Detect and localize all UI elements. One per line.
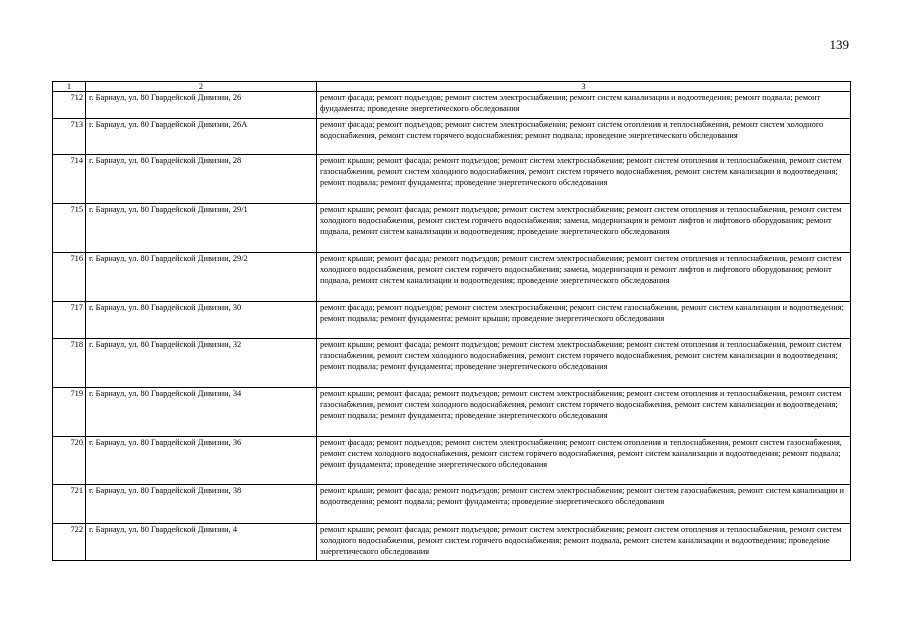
works-cell: ремонт фасада; ремонт подъездов; ремонт систем электроснабжения; ремонт систем газоснабжения, ремонт систем канализации и водоотведения; ремонт подвала; ремонт фундамента; ремонт крыши; проведение энергетического обследования bbox=[317, 302, 851, 339]
table-row bbox=[53, 437, 851, 485]
works-cell: ремонт фасада; ремонт подъездов; ремонт систем электроснабжения; ремонт систем отопления и теплоснабжения, ремонт систем холодного водоснабжения, ремонт систем горячего водоснабжения; ремонт подвала; проведение энергетического обследования bbox=[317, 119, 851, 155]
row-number: 713 bbox=[53, 119, 86, 155]
table-row bbox=[53, 119, 851, 155]
row-number: 718 bbox=[53, 339, 86, 388]
table-row bbox=[53, 302, 851, 339]
column-header: 2 bbox=[86, 82, 317, 92]
address-cell: г. Барнаул, ул. 80 Гвардейской Дивизии, 28 bbox=[86, 155, 317, 204]
works-cell: ремонт крыши; ремонт фасада; ремонт подъездов; ремонт систем электроснабжения; ремонт систем отопления и теплоснабжения, ремонт систем газоснабжения, ремонт систем холодного водоснабжения, ремонт систем горячего водоснабжения, ремонт систем канализации и водоотведения; ремонт подвала; ремонт фундамента; проведение энергетического обследования bbox=[317, 155, 851, 204]
address-cell: г. Барнаул, ул. 80 Гвардейской Дивизии, 4 bbox=[86, 524, 317, 561]
address-cell: г. Барнаул, ул. 80 Гвардейской Дивизии, 29/1 bbox=[86, 204, 317, 253]
works-cell: ремонт крыши; ремонт фасада; ремонт подъездов; ремонт систем электроснабжения; ремонт систем отопления и теплоснабжения, ремонт систем холодного водоснабжения, ремонт систем горячего водоснабжения; замена, модернизация и ремонт лифтов и лифтового оборудования; ремонт подвала, ремонт систем канализации и водоотведения; проведение энергетического обследования bbox=[317, 204, 851, 253]
row-number: 720 bbox=[53, 437, 86, 485]
table-row bbox=[53, 524, 851, 561]
table-header-row bbox=[53, 82, 851, 92]
address-cell: г. Барнаул, ул. 80 Гвардейской Дивизии, 26А bbox=[86, 119, 317, 155]
row-number: 719 bbox=[53, 388, 86, 437]
table-row bbox=[53, 92, 851, 119]
address-cell: г. Барнаул, ул. 80 Гвардейской Дивизии, 36 bbox=[86, 437, 317, 485]
row-number: 721 bbox=[53, 485, 86, 524]
row-number: 717 bbox=[53, 302, 86, 339]
table-row bbox=[53, 485, 851, 524]
table-row bbox=[53, 339, 851, 388]
works-cell: ремонт крыши; ремонт фасада; ремонт подъездов; ремонт систем электроснабжения; ремонт систем отопления и теплоснабжения, ремонт систем газоснабжения, ремонт систем холодного водоснабжения, ремонт систем горячего водоснабжения, ремонт систем канализации и водоотведения; ремонт подвала; ремонт фундамента; проведение энергетического обследования bbox=[317, 339, 851, 388]
works-cell: ремонт крыши; ремонт фасада; ремонт подъездов; ремонт систем электроснабжения; ремонт систем отопления и теплоснабжения, ремонт систем холодного водоснабжения, ремонт систем горячего водоснабжения; ремонт подвала, ремонт систем канализации и водоотведения; проведение энергетического обследования bbox=[317, 524, 851, 561]
works-cell: ремонт фасада; ремонт подъездов; ремонт систем электроснабжения; ремонт систем отопления и теплоснабжения, ремонт систем газоснабжения, ремонт систем холодного водоснабжения, ремонт систем горячего водоснабжения, ремонт систем канализации и водоотведения; ремонт подвала; ремонт фундамента; проведение энергетического обследования bbox=[317, 437, 851, 485]
address-cell: г. Барнаул, ул. 80 Гвардейской Дивизии, 32 bbox=[86, 339, 317, 388]
column-header: 3 bbox=[317, 82, 851, 92]
table-row bbox=[53, 253, 851, 302]
table-row bbox=[53, 388, 851, 437]
works-cell: ремонт крыши; ремонт фасада; ремонт подъездов; ремонт систем электроснабжения; ремонт систем отопления и теплоснабжения, ремонт систем холодного водоснабжения, ремонт систем горячего водоснабжения; замена, модернизация и ремонт лифтов и лифтового оборудования; ремонт подвала, ремонт систем канализации и водоотведения; проведение энергетического обследования bbox=[317, 253, 851, 302]
address-cell: г. Барнаул, ул. 80 Гвардейской Дивизии, 30 bbox=[86, 302, 317, 339]
page-number: 139 bbox=[829, 37, 849, 52]
address-cell: г. Барнаул, ул. 80 Гвардейской Дивизии, 34 bbox=[86, 388, 317, 437]
address-cell: г. Барнаул, ул. 80 Гвардейской Дивизии, 38 bbox=[86, 485, 317, 524]
row-number: 714 bbox=[53, 155, 86, 204]
row-number: 716 bbox=[53, 253, 86, 302]
row-number: 722 bbox=[53, 524, 86, 561]
repair-works-table bbox=[52, 81, 851, 561]
works-cell: ремонт крыши; ремонт фасада; ремонт подъездов; ремонт систем электроснабжения; ремонт систем отопления и теплоснабжения, ремонт систем газоснабжения, ремонт систем холодного водоснабжения, ремонт систем горячего водоснабжения, ремонт систем канализации и водоотведения; ремонт подвала; ремонт фундамента; проведение энергетического обследования bbox=[317, 388, 851, 437]
table-row bbox=[53, 204, 851, 253]
works-cell: ремонт фасада; ремонт подъездов; ремонт систем электроснабжения; ремонт систем канализации и водоотведения; ремонт подвала; ремонт фундамента; проведение энергетического обследования bbox=[317, 92, 851, 119]
address-cell: г. Барнаул, ул. 80 Гвардейской Дивизии, 29/2 bbox=[86, 253, 317, 302]
row-number: 712 bbox=[53, 92, 86, 119]
column-header: 1 bbox=[53, 82, 86, 92]
address-cell: г. Барнаул, ул. 80 Гвардейской Дивизии, 26 bbox=[86, 92, 317, 119]
table-row bbox=[53, 155, 851, 204]
works-cell: ремонт крыши; ремонт фасада; ремонт подъездов; ремонт систем электроснабжения; ремонт систем газоснабжения, ремонт систем канализации и водоотведения; ремонт подвала; ремонт фундамента; проведение энергетического обследования bbox=[317, 485, 851, 524]
row-number: 715 bbox=[53, 204, 86, 253]
